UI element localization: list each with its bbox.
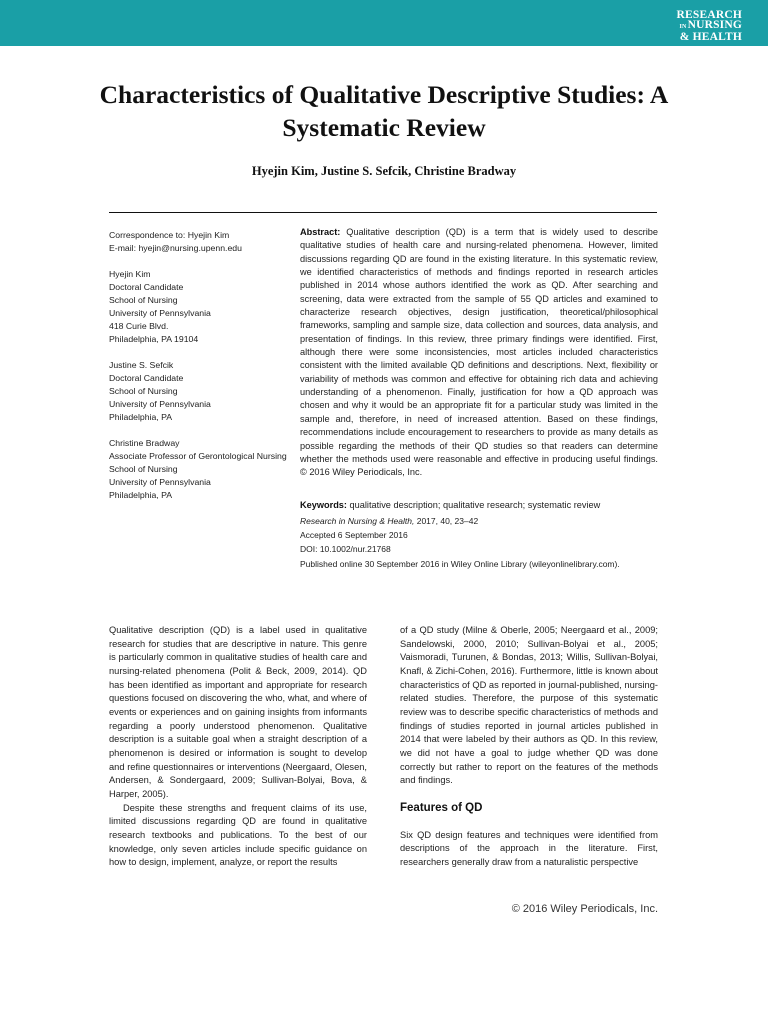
- publication-info: [300, 514, 660, 571]
- affiliation-role: Associate Professor of Gerontological Nursing: [109, 451, 287, 461]
- affiliation-university: University of Pennsylvania: [109, 308, 211, 318]
- affiliation-kim: [109, 268, 291, 346]
- affiliation-city: Philadelphia, PA: [109, 490, 173, 500]
- logo-in: IN: [679, 24, 687, 30]
- journal-header-bar: [0, 0, 768, 46]
- affiliation-university: University of Pennsylvania: [109, 399, 211, 409]
- correspondence-email[interactable]: E-mail: hyejin@nursing.upenn.edu: [109, 243, 242, 253]
- journal-name: Research in Nursing & Health,: [300, 516, 415, 526]
- abstract-copyright: © 2016 Wiley Periodicals, Inc.: [300, 467, 423, 478]
- section-heading: Features of QD: [400, 801, 483, 814]
- affiliation-name: Justine S. Sefcik: [109, 360, 174, 370]
- affiliation-bradway: [109, 437, 291, 502]
- affiliation-school: School of Nursing: [109, 464, 178, 474]
- doi[interactable]: DOI: 10.1002/nur.21768: [300, 544, 391, 555]
- citation-volume: 2017, 40, 23–42: [416, 516, 479, 526]
- journal-logo: [670, 10, 742, 42]
- logo-line-3: & HEALTH: [679, 31, 742, 43]
- body-paragraph: Qualitative description (QD) is a label used in qualitative research for studies that are descriptive in nature. This genre is particularly common in qualitative studies of health care and nursing-related phenomena (Polit & Beck, 2009, 2014). QD has been identified as important and appropriate for research questions focused on discovering the who, what, and where of events or experiences and on gaining insights from informants regarding a poorly understood phenomenon. Qualitative description is a suitable goal when a straight description of a phenomenon is desired or information is sought to develop and refine questionnaires or interventions (Neergaard, Olesen, Andersen, & Sondergaard, 2009; Sullivan-Bolyai, Bova, & Harper, 2005).: [109, 625, 367, 799]
- author-affiliations: [109, 229, 291, 515]
- logo-line-1: RESEARCH: [676, 9, 742, 21]
- header-divider: [109, 212, 657, 213]
- abstract-label: Abstract:: [300, 227, 341, 237]
- abstract: [300, 226, 658, 480]
- page-footer-copyright: © 2016 Wiley Periodicals, Inc.: [511, 903, 658, 915]
- keywords-label: Keywords:: [300, 500, 347, 510]
- affiliation-name: Hyejin Kim: [109, 269, 151, 279]
- body-paragraph: Despite these strengths and frequent claims of its use, limited discussions regarding QD are found in qualitative research textbooks and publications. To the best of our knowledge, only seven articles include specific guidance on how to design, implement, analyze, or report the results: [109, 802, 367, 868]
- logo-nursing: NURSING: [687, 19, 742, 31]
- affiliation-university: University of Pennsylvania: [109, 477, 211, 487]
- affiliation-sefcik: [109, 359, 291, 424]
- keywords-text: qualitative description; qualitative research; systematic review: [349, 500, 601, 510]
- abstract-text: Qualitative description (QD) is a term that is widely used to describe qualitative studies of health care and nursing-related phenomena. However, limited discussions regarding QD are found in the existing literature. In this systematic review, we identified characteristics of methods and findings reported in research articles published in 2014 whose authors identified the work as QD. After searching and screening, data were extracted from the sample of 55 QD articles and examined to characterize research objectives, design justification, theoretical/philosophical frameworks, sampling and sample size, data collection and sources, data analysis, and presentation of findings. In this review, three primary findings were identified. First, although there were some inconsistencies, most articles included characteristics consistent with the limited available QD definitions and descriptions. Next, flexibility or variability of methods was common and effective for obtaining rich data and achieving understanding of a phenomenon. Finally, justification for how a QD approach was chosen and why it would be an appropriate fit for a particular study was limited in the sample and, therefore, in need of increased attention. Based on these findings, recommendations include encouragement to researchers to provide as many details as possible regarding the methods of their QD studies so that readers can determine whether the methods used were reasonable and effective in producing useful findings.: [300, 227, 658, 464]
- affiliation-role: Doctoral Candidate: [109, 282, 184, 292]
- affiliation-street: 418 Curie Blvd.: [109, 321, 169, 331]
- affiliation-city: Philadelphia, PA: [109, 412, 173, 422]
- affiliation-school: School of Nursing: [109, 386, 178, 396]
- affiliation-name: Christine Bradway: [109, 438, 180, 448]
- keywords: [300, 499, 658, 513]
- correspondence-block: [109, 229, 291, 255]
- affiliation-school: School of Nursing: [109, 295, 178, 305]
- article-title: Characteristics of Qualitative Descriptive Studies: A Systematic Review: [99, 80, 669, 142]
- affiliation-city: Philadelphia, PA 19104: [109, 334, 199, 344]
- body-paragraph: of a QD study (Milne & Oberle, 2005; Neergaard et al., 2009; Sandelowski, 2000, 2010; Sullivan-Bolyai et al., 2005; Vaismoradi, Turunen, & Bondas, 2013; Willis, Sullivan-Bolyai, Knafl, & Zichi-Cohen, 2016). Furthermore, little is known about characteristics of QD as reported in journal-published, nursing-related studies. Therefore, the purpose of this systematic review was to describe specific characteristics of methods and findings of studies reported in journal articles published in 2014 that were labeled by their authors as QD. In this review, we did not have a goal to judge whether QD was done correctly but rather to report on the features of the methods and findings.: [400, 625, 658, 786]
- correspondence-line: Correspondence to: Hyejin Kim: [109, 230, 230, 240]
- published-online: Published online 30 September 2016 in Wiley Online Library (wileyonlinelibrary.com).: [300, 558, 620, 569]
- affiliation-role: Doctoral Candidate: [109, 373, 184, 383]
- accepted-date: Accepted 6 September 2016: [300, 530, 408, 541]
- body-paragraph: Six QD design features and techniques were identified from descriptions of the approach in the literature. First, researchers generally draw from a naturalistic perspective: [400, 829, 658, 867]
- citation-line: [300, 514, 660, 528]
- body-column-right: [400, 624, 658, 870]
- author-list: Hyejin Kim, Justine S. Sefcik, Christine Bradway: [251, 164, 517, 178]
- body-column-left: [109, 624, 367, 870]
